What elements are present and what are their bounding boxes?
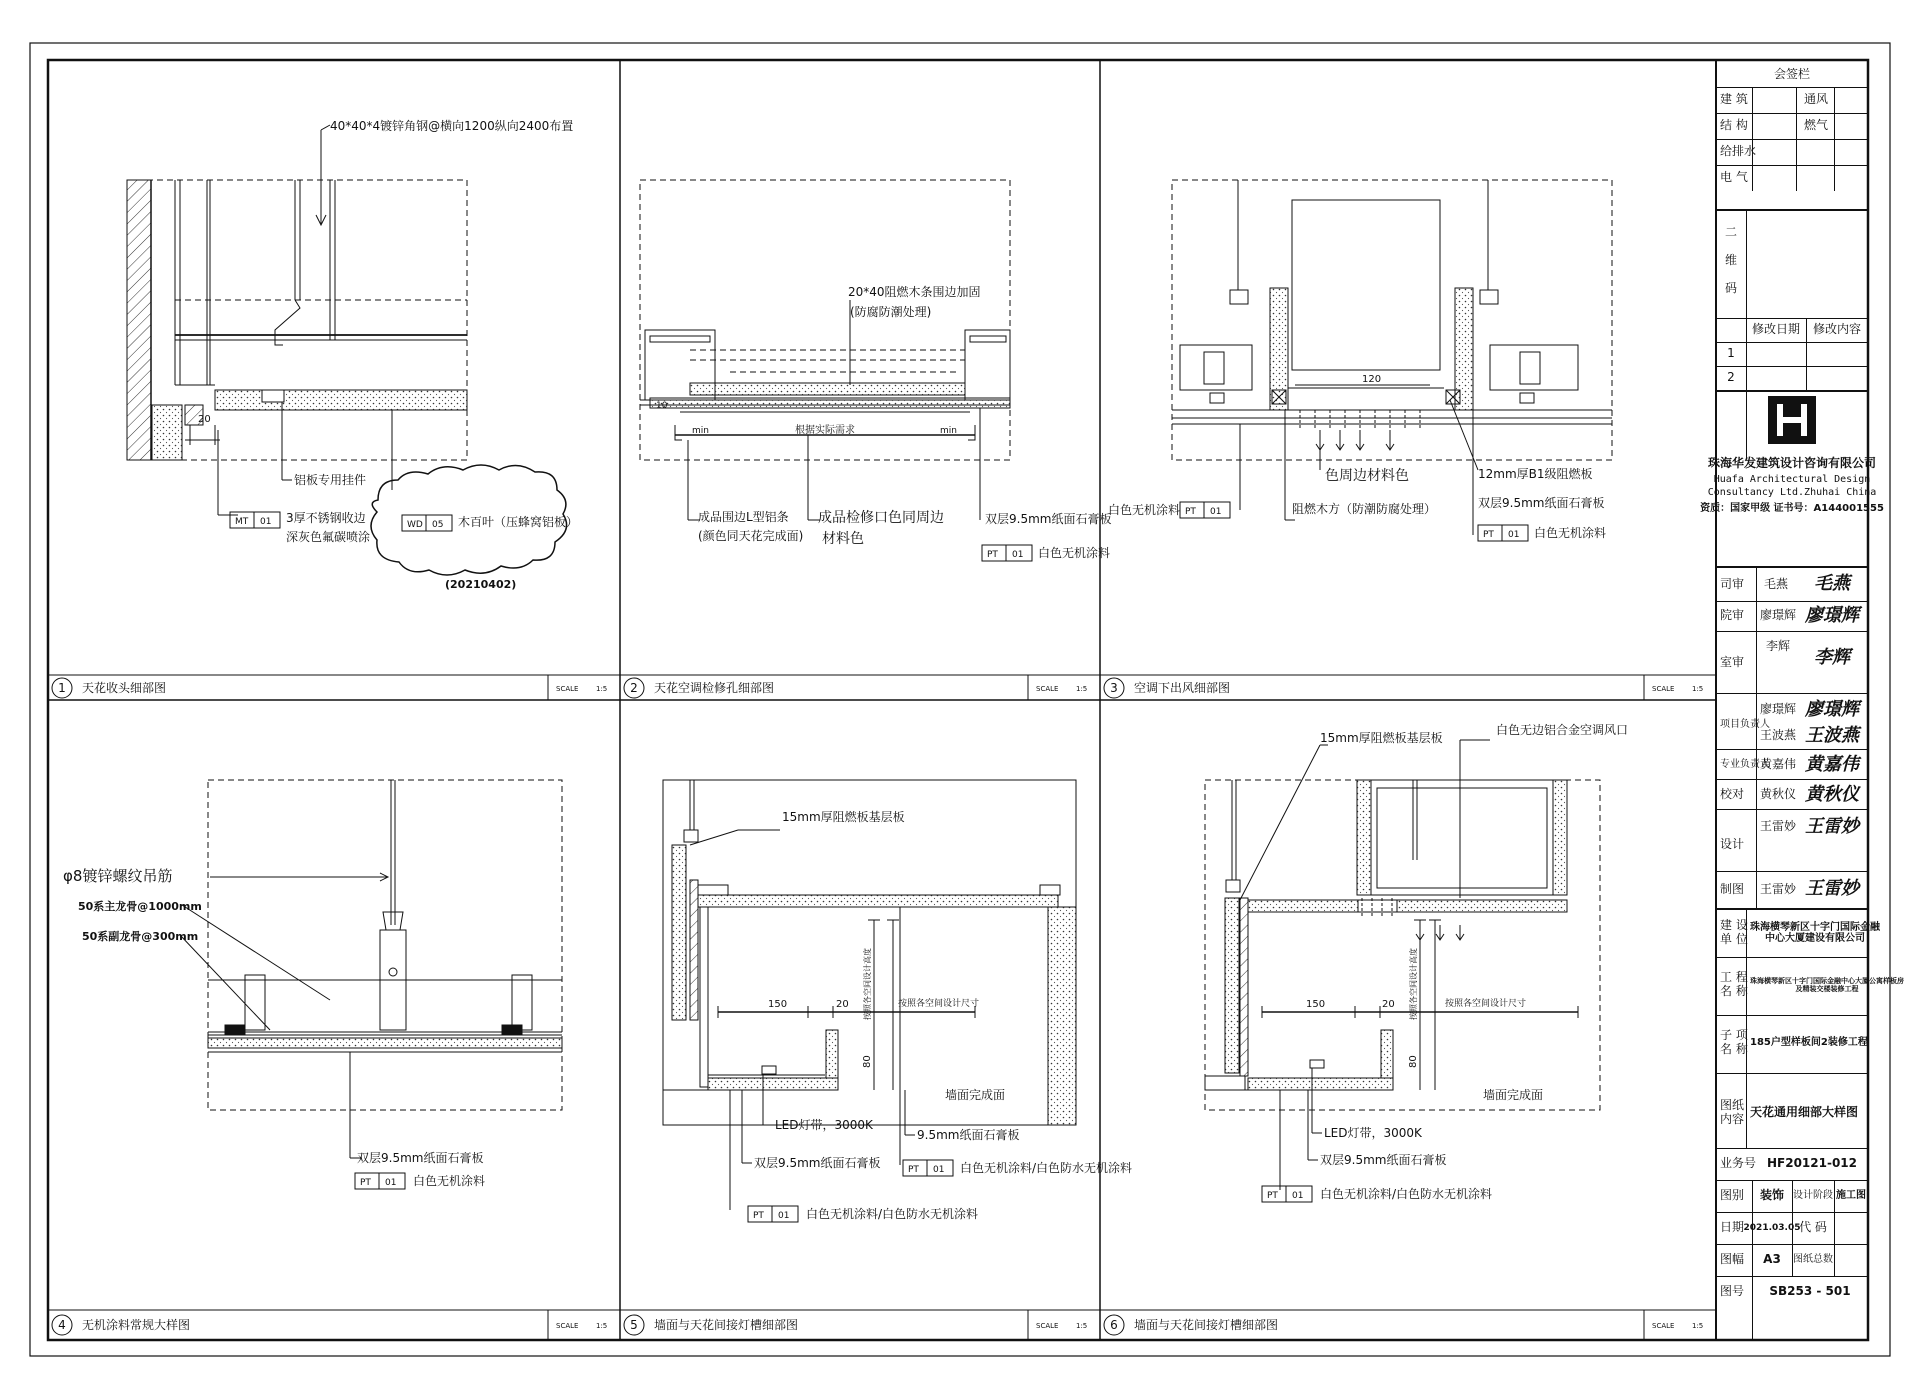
d3-fire-wood: 阻燃木方（防潮防腐处理） bbox=[1292, 502, 1437, 516]
company-name-en-2: Consultancy Ltd.Zhuhai China bbox=[1707, 486, 1877, 498]
date: 2021.03.05 bbox=[1743, 1222, 1801, 1233]
qr-label-1: 二 bbox=[1724, 225, 1737, 240]
r4-signature-a: 廖璟辉 bbox=[1805, 698, 1859, 720]
tb-gas: 燃气 bbox=[1804, 118, 1829, 133]
d6-dim-80: 80 bbox=[1408, 1055, 1419, 1068]
d2-actual: 根据实际需求 bbox=[795, 425, 855, 436]
detail-3-drawing bbox=[1172, 180, 1612, 541]
d1-steel-edge-1: 3厚不锈钢收边 bbox=[286, 511, 366, 525]
r2-name: 廖璟辉 bbox=[1759, 608, 1796, 623]
r4-label: 项目负责人 bbox=[1720, 719, 1770, 731]
d3-gypsum: 双层9.5mm纸面石膏板 bbox=[1478, 496, 1605, 510]
tb-electric: 电 气 bbox=[1720, 170, 1748, 185]
r8-signature: 王雷妙 bbox=[1805, 877, 1859, 899]
d1-tag-wd: WD bbox=[407, 520, 423, 530]
r5-label: 专业负责人 bbox=[1720, 759, 1770, 771]
d5-space-height: 按照各空间设计高度 bbox=[863, 948, 872, 1020]
scale-value: 1:5 bbox=[1692, 1322, 1704, 1330]
d1-hanger: 铝板专用挂件 bbox=[294, 473, 367, 487]
qr-label-3: 码 bbox=[1724, 281, 1737, 296]
d4-rod: φ8镀锌螺纹吊筋 bbox=[63, 867, 173, 885]
code-label: 代 码 bbox=[1799, 1220, 1827, 1235]
job-number: HF20121-012 bbox=[1766, 1156, 1858, 1171]
d6-tag-pt: PT bbox=[1267, 1191, 1278, 1201]
d1-steel-edge-2: 深灰色氟碳喷涂 bbox=[286, 530, 371, 544]
d6-gypsum: 双层9.5mm纸面石膏板 bbox=[1320, 1153, 1447, 1167]
d2-tag-pt-no: 01 bbox=[1012, 550, 1024, 560]
r2-label: 院审 bbox=[1720, 608, 1745, 623]
subproject-label: 子 项 名 称 bbox=[1720, 1028, 1748, 1056]
d6-wall-finish: 墙面完成面 bbox=[1483, 1088, 1544, 1102]
d6-tag-pt-no: 01 bbox=[1292, 1191, 1304, 1201]
d5-gypsum-b: 双层9.5mm纸面石膏板 bbox=[754, 1156, 881, 1170]
rev-row-1: 1 bbox=[1727, 346, 1735, 361]
d5-led: LED灯带，3000K bbox=[775, 1118, 873, 1132]
r3-label: 室审 bbox=[1720, 655, 1745, 670]
drawing-no: SB253 - 501 bbox=[1769, 1284, 1851, 1299]
d2-gypsum: 双层9.5mm纸面石膏板 bbox=[985, 512, 1112, 526]
panel-title: 空调下出风细部图 bbox=[1134, 681, 1231, 695]
panel-title: 墙面与天花间接灯槽细部图 bbox=[654, 1318, 799, 1332]
d3-paint-left: 白色无机涂料 bbox=[1108, 503, 1181, 517]
d5-dim-80: 80 bbox=[862, 1055, 873, 1068]
d2-trim-2: (颜色同天花完成面) bbox=[698, 529, 804, 543]
r4-name-a: 廖璟辉 bbox=[1759, 702, 1796, 717]
panel-title: 天花收头细部图 bbox=[82, 681, 167, 695]
d6-dim-150: 150 bbox=[1306, 999, 1326, 1010]
d1-louver: 木百叶（压蜂窝铝板） bbox=[458, 515, 579, 529]
panel-number: 1 bbox=[58, 681, 66, 695]
date-label: 日期 bbox=[1720, 1220, 1745, 1235]
company-name-en-1: Huafa Architectural Design bbox=[1713, 473, 1871, 485]
scale-label: SCALE bbox=[556, 1322, 579, 1330]
client-label: 建 设 单 位 bbox=[1720, 918, 1748, 946]
d1-tag-mt-no: 01 bbox=[260, 517, 272, 527]
detail-1-drawing bbox=[127, 125, 567, 575]
tb-hvac: 通风 bbox=[1804, 92, 1829, 107]
client: 珠海横琴新区十字门国际金融 中心大厦建设有限公司 bbox=[1750, 921, 1880, 944]
project-label: 工 程 名 称 bbox=[1720, 970, 1748, 998]
countersign-header: 会签栏 bbox=[1773, 67, 1810, 82]
scale-value: 1:5 bbox=[1692, 685, 1704, 693]
drawing-content: 天花通用细部大样图 bbox=[1750, 1105, 1859, 1120]
panel-number: 3 bbox=[1110, 681, 1118, 695]
panel-number: 5 bbox=[630, 1318, 638, 1332]
r8-name: 王雷妙 bbox=[1759, 882, 1796, 897]
d3-tag-pt-left-no: 01 bbox=[1210, 507, 1222, 517]
r5-signature: 黄嘉伟 bbox=[1805, 753, 1859, 775]
scale-value: 1:5 bbox=[1076, 685, 1088, 693]
d3-tag-pt-right-no: 01 bbox=[1508, 530, 1520, 540]
r8-label: 制图 bbox=[1720, 882, 1745, 897]
r7-name: 王雷妙 bbox=[1759, 819, 1796, 834]
d2-min-right: min bbox=[940, 426, 957, 436]
scale-label: SCALE bbox=[1652, 685, 1675, 693]
panel-title: 天花空调检修孔细部图 bbox=[654, 681, 775, 695]
panel-5-title bbox=[624, 1315, 1087, 1335]
d6-paint: 白色无机涂料/白色防水无机涂料 bbox=[1320, 1187, 1493, 1201]
d5-wall-finish: 墙面完成面 bbox=[945, 1088, 1006, 1102]
d2-min-left: min bbox=[692, 426, 709, 436]
r2-signature: 廖璟辉 bbox=[1805, 604, 1859, 626]
scale-label: SCALE bbox=[1652, 1322, 1675, 1330]
d5-paint-b: 白色无机涂料/白色防水无机涂料 bbox=[806, 1207, 979, 1221]
d3-edge-color: 色周边材料色 bbox=[1325, 468, 1409, 484]
project: 珠海横琴新区十字门国际金融中心大厦公寓样板房 及精装交楼装修工程 bbox=[1750, 976, 1904, 993]
r4-signature-b: 王波燕 bbox=[1805, 724, 1859, 746]
wall-hatch bbox=[127, 180, 151, 460]
r1-label: 司审 bbox=[1720, 577, 1745, 592]
d5-space-width: 按照各空间设计尺寸 bbox=[898, 999, 980, 1009]
stage-label: 设计阶段 bbox=[1793, 1190, 1833, 1202]
subproject: 185户型样板间2装修工程 bbox=[1750, 1037, 1868, 1049]
detail-2-drawing bbox=[640, 180, 1032, 561]
rev-content-header: 修改内容 bbox=[1812, 322, 1861, 337]
d2-dim-10: 10 bbox=[656, 401, 668, 411]
r1-name: 毛燕 bbox=[1763, 577, 1788, 592]
panel-6-title bbox=[1104, 1315, 1703, 1335]
d3-paint-right: 白色无机涂料 bbox=[1534, 526, 1607, 540]
d6-space-height: 按照各空间设计高度 bbox=[1409, 948, 1418, 1020]
stage: 施工图 bbox=[1836, 1190, 1866, 1202]
tb-struct: 结 构 bbox=[1720, 118, 1748, 133]
d2-reinforce-1: 20*40阻燃木条围边加固 bbox=[848, 285, 981, 299]
r6-label: 校对 bbox=[1720, 787, 1745, 802]
r4-name-b: 王波燕 bbox=[1759, 728, 1796, 743]
d5-tag-pt-b-no: 01 bbox=[778, 1211, 790, 1221]
d2-access-2: 材料色 bbox=[822, 531, 864, 547]
d6-led: LED灯带，3000K bbox=[1324, 1126, 1422, 1140]
r1-signature: 毛燕 bbox=[1814, 572, 1850, 594]
tb-arch: 建 筑 bbox=[1720, 92, 1748, 107]
job-label: 业务号 bbox=[1720, 1156, 1757, 1171]
d6-space-width: 按照各空间设计尺寸 bbox=[1445, 999, 1527, 1009]
d5-board-15: 15mm厚阻燃板基层板 bbox=[782, 810, 905, 824]
d4-sub-keel: 50系副龙骨@300mm bbox=[82, 930, 199, 943]
code bbox=[1834, 1213, 1868, 1243]
panel-number: 4 bbox=[58, 1318, 66, 1332]
d4-gypsum: 双层9.5mm纸面石膏板 bbox=[357, 1151, 484, 1165]
d2-trim-1: 成品围边L型铝条 bbox=[698, 510, 789, 524]
size-label: 图幅 bbox=[1720, 1252, 1745, 1267]
d3-board-12: 12mm厚B1级阻燃板 bbox=[1478, 467, 1593, 481]
d5-tag-pt-a-no: 01 bbox=[933, 1165, 945, 1175]
panel-4-title bbox=[52, 1315, 607, 1335]
company-name-cn: 珠海华发建筑设计咨询有限公司 bbox=[1708, 456, 1877, 471]
scale-value: 1:5 bbox=[596, 1322, 608, 1330]
d2-paint: 白色无机涂料 bbox=[1038, 546, 1111, 560]
d2-reinforce-2: (防腐防潮处理) bbox=[850, 305, 932, 319]
d1-dim-20: 20 bbox=[198, 414, 211, 425]
d5-dim-150: 150 bbox=[768, 999, 788, 1010]
d1-angle-steel: 40*40*4镀锌角钢@横向1200纵向2400布置 bbox=[330, 119, 574, 133]
d1-tag-wd-no: 05 bbox=[432, 520, 444, 530]
d4-paint: 白色无机涂料 bbox=[413, 1174, 486, 1188]
size: A3 bbox=[1763, 1252, 1781, 1267]
title-block bbox=[1700, 63, 1904, 1338]
r6-name: 黄秋仪 bbox=[1759, 787, 1796, 802]
d6-board-15: 15mm厚阻燃板基层板 bbox=[1320, 731, 1443, 745]
d5-dim-20: 20 bbox=[836, 999, 849, 1010]
r7-signature: 王雷妙 bbox=[1805, 815, 1859, 837]
panel-1-title bbox=[52, 678, 607, 698]
d1-tag-mt: MT bbox=[235, 517, 249, 527]
d6-dim-20: 20 bbox=[1382, 999, 1395, 1010]
d4-tag-pt: PT bbox=[360, 1178, 371, 1188]
scale-value: 1:5 bbox=[1076, 1322, 1088, 1330]
scale-label: SCALE bbox=[1036, 1322, 1059, 1330]
d4-main-keel: 50系主龙骨@1000mm bbox=[78, 900, 202, 913]
d2-access-1: 成品检修口色同周边 bbox=[818, 510, 944, 526]
d5-tag-pt-a: PT bbox=[908, 1165, 919, 1175]
r3-name: 李辉 bbox=[1765, 639, 1790, 654]
drawing-label: 图纸 内容 bbox=[1720, 1098, 1745, 1126]
d6-vent: 白色无边铝合金空调风口 bbox=[1496, 723, 1629, 737]
tb-plumbing: 给排水 bbox=[1720, 144, 1757, 159]
scale-label: SCALE bbox=[556, 685, 579, 693]
drawing-no-label: 图号 bbox=[1720, 1284, 1745, 1299]
discipline: 装饰 bbox=[1759, 1188, 1784, 1203]
total bbox=[1834, 1245, 1868, 1275]
d3-tag-pt-left: PT bbox=[1185, 507, 1196, 517]
d5-paint-a: 白色无机涂料/白色防水无机涂料 bbox=[960, 1161, 1133, 1175]
huafa-logo-icon bbox=[1768, 396, 1816, 444]
rev-date-header: 修改日期 bbox=[1751, 322, 1800, 337]
panel-3-title bbox=[1104, 678, 1703, 698]
panel-2-title bbox=[624, 678, 1087, 698]
total-label: 图纸总数 bbox=[1793, 1254, 1833, 1266]
scale-label: SCALE bbox=[1036, 685, 1059, 693]
detail-4-drawing bbox=[180, 780, 562, 1189]
d3-tag-pt-right: PT bbox=[1483, 530, 1494, 540]
scale-value: 1:5 bbox=[596, 685, 608, 693]
d5-gypsum-a: 9.5mm纸面石膏板 bbox=[917, 1128, 1020, 1142]
panel-number: 6 bbox=[1110, 1318, 1118, 1332]
r6-signature: 黄秋仪 bbox=[1805, 783, 1859, 805]
qualification: 资质：国家甲级 证书号：A144001555 bbox=[1700, 503, 1884, 515]
discipline-label: 图别 bbox=[1720, 1188, 1745, 1203]
qr-label-2: 维 bbox=[1724, 253, 1737, 268]
d3-dim-120: 120 bbox=[1362, 374, 1382, 385]
d5-tag-pt-b: PT bbox=[753, 1211, 764, 1221]
rev-row-2: 2 bbox=[1727, 370, 1735, 385]
company-logo bbox=[1716, 390, 1868, 458]
r7-label: 设计 bbox=[1720, 837, 1745, 852]
panel-number: 2 bbox=[630, 681, 638, 695]
d4-tag-pt-no: 01 bbox=[385, 1178, 397, 1188]
r5-name: 黄嘉伟 bbox=[1759, 757, 1796, 772]
panel-title: 无机涂料常规大样图 bbox=[82, 1318, 191, 1332]
r3-signature: 李辉 bbox=[1814, 646, 1850, 668]
panel-title: 墙面与天花间接灯槽细部图 bbox=[1134, 1318, 1279, 1332]
d2-tag-pt: PT bbox=[987, 550, 998, 560]
d1-revision-date: (20210402) bbox=[445, 578, 517, 591]
